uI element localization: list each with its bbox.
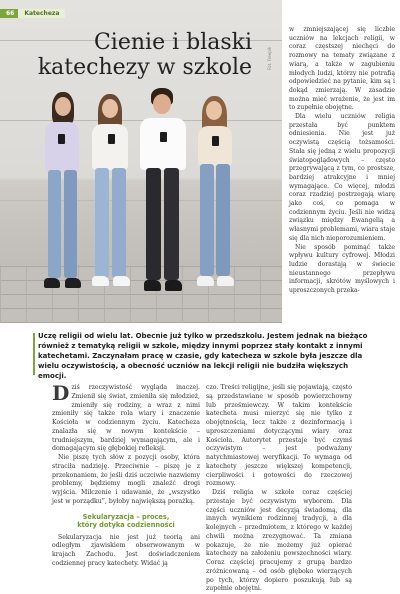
teen-figure <box>136 88 190 308</box>
drop-cap: D <box>52 381 70 405</box>
paragraph: Nie sposób pominąć także wpływu kultury cyfrowej. Młodzi ludzie dorastają w świecie nieustannego przepływu informacji, skrótów myślowych i uproszczonych przeka- <box>289 243 395 295</box>
body-column-left <box>52 381 200 569</box>
paragraph: Dziś religia w szkole coraz częściej przestaje być oczywistym wyborem. Dla części uczniów jest decyzją świadomą, dla innych wynikiem rodzinnej tradycji, a dla kolejnych – przedmiotem, z którego w każdej chwili można zrezygnować. Ta zmiana pokazuje, że nie możemy już opierać katechezy na założeniu powszechności wiary. Coraz częściej pracujemy z grupą bardzo zróżnicowaną – od osób głęboko wierzących po tych, którzy dopiero poszukują lub są zupełnie obojętni. <box>206 489 352 593</box>
paragraph: Dziś rzeczywistość wygląda inaczej. Zmienił się świat, zmieniła się młodzież, zmieniły się rodziny, a wraz z nimi zmieniły się także rola wiary i znaczenie Kościoła w codziennym życiu. Katecheza znalazła się w nowym kontekście – trudniejszym, bardziej wymagającym, ale i domagającym się głębokiej refleksji. <box>52 381 200 453</box>
paragraph: w zmniejszającej się liczbie uczniów na lekcjach religii, w coraz częstszej niechęci do rozmowy na tematy związane z wiarą, a także w zagubieniu młodych ludzi, którzy nie potrafią odpowiedzieć na pytanie, kim są i dokąd zmierzają. W zasadzie można mieć wrażenie, że jest im to zupełnie obojętne. <box>289 26 395 112</box>
article-title: Cienie i blaski katechezy w szkole <box>37 30 252 80</box>
photo-credit: Fot. Freepik <box>267 46 272 70</box>
right-column <box>289 26 395 296</box>
subheading: Sekularyzacja – proces, który dotyka codzienności <box>77 512 175 529</box>
teen-figure <box>86 94 136 304</box>
body-column-right <box>206 384 352 594</box>
section-label: Katecheza <box>18 9 65 18</box>
lead-accent-bar <box>33 333 35 375</box>
teen-figure <box>38 92 88 302</box>
paragraph: Dla wielu uczniów religia przestała być punktem odniesienia. Nie jest już oczywistą częścią tożsamości. Stała się jedną z wielu propozycji światopoglądowych – często przegrywającą z tym, co prostsze, bardziej atrakcyjne i mniej wymagające. Co więcej, młodzi coraz rzadziej postrzegają wiarę jako coś, co pomaga w codziennym życiu. Jeśli nie widzą związku między Ewangelią a własnymi problemami, wiara staje się dla nich nieporozumieniem. <box>289 113 395 242</box>
article-photo <box>0 0 282 323</box>
paragraph: czo. Treści religijne, jeśli się pojawiają, często są przedstawiane w sposób powierzchowny lub prześmiewczy. W takim kontekście katecheta musi mierzyć się nie tylko z obojętnością, lecz także z dezinformacją i uproszczeniami dotyczącymi wiary oraz Kościoła. Autorytet przestaje być czymś oczywistym – jest podważany natychmiastowej weryfikacji. To wymaga od katechety jeszcze większej kompetencji, cierpliwości i gotowości do rzeczowej rozmowy. <box>206 384 352 488</box>
article-lead: Uczę religii od wielu lat. Obecnie już tylko w przedszkolu. Jestem jednak na bieżąco również z tematyką religii w szkole, między innymi poprzez stały kontakt z innymi katechetami. Zaczynałam pracę w czasie, gdy katecheza w szkole była jeszcze dla wielu oczywistością, a obecność uczniów na lekcji religii nie budziła większych emocji. <box>38 332 368 380</box>
teen-figure <box>190 96 240 306</box>
section-header <box>0 8 65 18</box>
paragraph: Sekularyzacja nie jest już teorią ani odległym zjawiskiem obserwowanym w krajach Zachodu. Jest doświadczeniem codziennej pracy katechety. Widać ją <box>52 533 200 567</box>
paragraph: Nie piszę tych słów z pozycji osoby, która straciła nadzieję. Przeciwnie – piszę je z przekonaniem, że jeśli dziś uczciwie nazwiemy problemy, będziemy mogli znaleźć drogi wyjścia. Milczenie i udawanie, że „wszystko jest w porządku”, byłoby największą porażką. <box>52 454 200 505</box>
page-number: 66 <box>0 9 18 18</box>
